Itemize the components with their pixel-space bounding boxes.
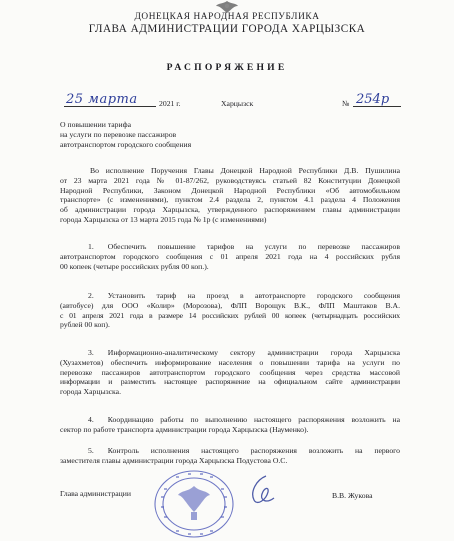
order-item-2 bbox=[60, 291, 400, 330]
item-line: Координацию работы по выполнению настоящего распоряжения возложить на bbox=[107, 415, 400, 424]
item-number: 4. bbox=[88, 415, 94, 424]
signature-icon bbox=[244, 470, 278, 510]
item-line: информации и разместить настоящее распоряжение на официальном сайте администрации bbox=[60, 377, 400, 387]
city-name: Харцызск bbox=[221, 99, 254, 108]
preamble-line: Народной Республики, Законом Донецкой Народной Республики «Об автомобильном bbox=[60, 185, 400, 195]
item-line: Контроль исполнения настоящего распоряжения возложить на первого bbox=[107, 446, 400, 455]
number-handwritten: 254р bbox=[356, 92, 390, 107]
item-line: перевозке пассажиров автотранспортом городского сообщения через средства массовой bbox=[60, 367, 400, 377]
item-line: города Харцызска. bbox=[60, 387, 122, 397]
order-item-1 bbox=[60, 242, 400, 271]
item-number: 3. bbox=[88, 348, 94, 357]
preamble-line: об администрации города Харцызска, утвержденного распоряжением главы администрации bbox=[60, 205, 400, 215]
item-line: 00 копеек (четыре российских рубля 00 коп.). bbox=[60, 261, 209, 271]
item-line: (автобусе) для ООО «Колир» (Морозова), ФЛП Ворощук В.К., ФЛП Маштаков В.А. bbox=[60, 300, 400, 310]
item-line: Обеспечить повышение тарифов на услуги по перевозке пассажиров bbox=[107, 242, 400, 251]
preamble-block bbox=[60, 166, 400, 225]
item-line: автотранспортом городского сообщения с 01 апреля 2021 года на 4 российских рубля bbox=[60, 251, 400, 261]
order-item-4 bbox=[60, 415, 400, 435]
official-seal-icon bbox=[152, 468, 236, 540]
order-item-5 bbox=[60, 446, 400, 466]
document-type-heading: РАСПОРЯЖЕНИЕ bbox=[166, 62, 288, 73]
item-line: рублей 00 коп). bbox=[60, 320, 110, 330]
item-first-line bbox=[60, 242, 400, 252]
order-item-3 bbox=[60, 348, 400, 397]
item-line: Установить тариф на проезд в автотранспорте городского сообщения bbox=[107, 291, 400, 300]
item-number: 5. bbox=[88, 446, 94, 455]
item-first-line bbox=[60, 348, 400, 358]
subject-line: О повышении тарифа bbox=[60, 120, 132, 129]
item-first-line bbox=[60, 415, 400, 425]
item-first-line bbox=[60, 446, 400, 456]
item-first-line bbox=[60, 291, 400, 301]
subject-block bbox=[60, 120, 320, 149]
preamble-line: транспорте» (с изменениями), пунктом 2.4 раздела 2, пунктом 4.1 раздела 4 Положения bbox=[60, 195, 400, 205]
preamble-line: Во исполнение Поручения Главы Донецкой Народной Республики Д.В. Пушилина bbox=[90, 166, 400, 175]
signatory-position: Глава администрации bbox=[60, 489, 131, 498]
subject-line: автотранспортом городского сообщения bbox=[60, 139, 192, 149]
item-number: 1. bbox=[88, 242, 94, 251]
item-number: 2. bbox=[88, 291, 94, 300]
date-handwritten: 25 марта bbox=[66, 92, 138, 107]
subject-line: на услуги по перевозке пассажиров bbox=[60, 129, 177, 139]
republic-heading: ДОНЕЦКАЯ НАРОДНАЯ РЕСПУБЛИКА bbox=[134, 12, 320, 22]
signatory-name: В.В. Жукова bbox=[332, 491, 373, 500]
administration-heading: ГЛАВА АДМИНИСТРАЦИИ ГОРОДА ХАРЦЫЗСКА bbox=[88, 23, 366, 35]
item-line: (Хузахметов) обеспечить информирование населения о повышении тарифа на услуги по bbox=[60, 357, 400, 367]
date-year: 2021 г. bbox=[159, 99, 181, 108]
item-line: с 01 апреля 2021 года в размере 14 российских рублей 00 копеек (четырнадцать российских bbox=[60, 310, 400, 320]
preamble-line: от 23 марта 2021 года № 01-87/262, руководствуясь статьей 82 Конституции Донецкой bbox=[60, 175, 400, 185]
item-line: Информационно-аналитическому сектору администрации города Харцызска bbox=[107, 348, 400, 357]
preamble-line: города Харцызска от 13 марта 2015 года № 1р (с изменениями) bbox=[60, 214, 267, 224]
item-line: заместителя главы администрации города Харцызска Подустова О.С. bbox=[60, 455, 288, 465]
number-prefix: № bbox=[342, 99, 350, 108]
item-line: сектор по работе транспорта администрации города Харцызска (Науменко). bbox=[60, 424, 309, 434]
